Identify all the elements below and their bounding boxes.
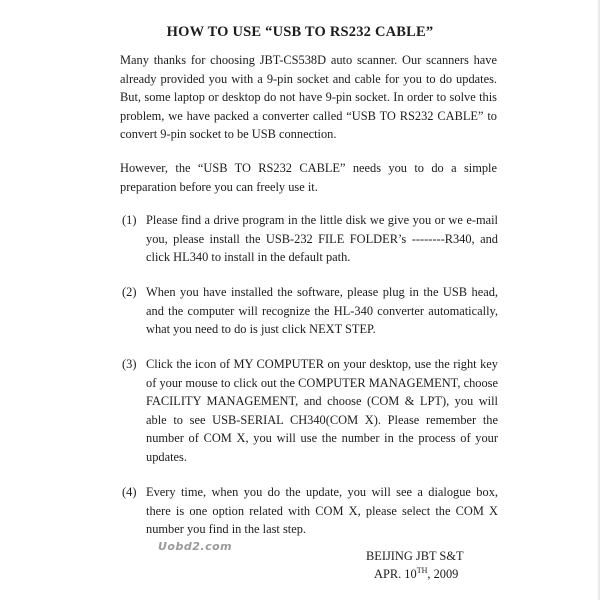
preparation-paragraph: However, the “USB TO RS232 CABLE” needs you to do a simple preparation before you can freely use it.: [120, 161, 497, 194]
step-number: (3): [122, 357, 137, 371]
step-text: Click the icon of MY COMPUTER on your desktop, use the right key of your mouse to click out the COMPUTER MANAGEMENT, choose FACILITY MANAGEMENT, and choose (COM & LPT), you will able to see USB-SERIAL CH340(COM X). Please remember the number of COM X, you will use the number in the process of your updates.: [146, 357, 498, 464]
step-text: When you have installed the software, please plug in the USB head, and the computer will recognize the HL-340 converter automatically, what you need to do is just click NEXT STEP.: [146, 285, 498, 336]
intro-paragraph: Many thanks for choosing JBT-CS538D auto scanner. Our scanners have already provided you with a 9-pin socket and cable for you to do updates. But, some laptop or desktop do not have 9-pin socket. In order to solve this problem, we have packed a converter called “USB TO RS232 CABLE” to convert 9-pin socket to be USB connection.: [120, 53, 497, 141]
document-title: HOW TO USE “USB TO RS232 CABLE”: [166, 24, 434, 40]
step-item: [122, 355, 498, 466]
step-text: Please find a drive program in the little disk we give you or we e-mail you, please install the USB-232 FILE FOLDER’s --------R340, and click HL340 to install in the default path.: [146, 213, 498, 264]
step-text: Every time, when you do the update, you will see a dialogue box, there is one option related with COM X, please select the COM X number you find in the last step.: [146, 485, 498, 536]
date-prefix: APR. 10: [374, 567, 417, 581]
step-item: [122, 483, 498, 539]
step-item: [122, 283, 498, 339]
step-item: [122, 211, 498, 267]
step-number: (1): [122, 213, 137, 227]
date-ordinal: TH: [416, 565, 428, 575]
step-number: (2): [122, 285, 137, 299]
signature-company: BEIJING JBT S&T: [366, 549, 464, 563]
step-number: (4): [122, 485, 137, 499]
signature-date: [374, 565, 484, 584]
watermark-logo: Uobd2.com: [158, 540, 233, 553]
date-year: , 2009: [427, 567, 459, 581]
